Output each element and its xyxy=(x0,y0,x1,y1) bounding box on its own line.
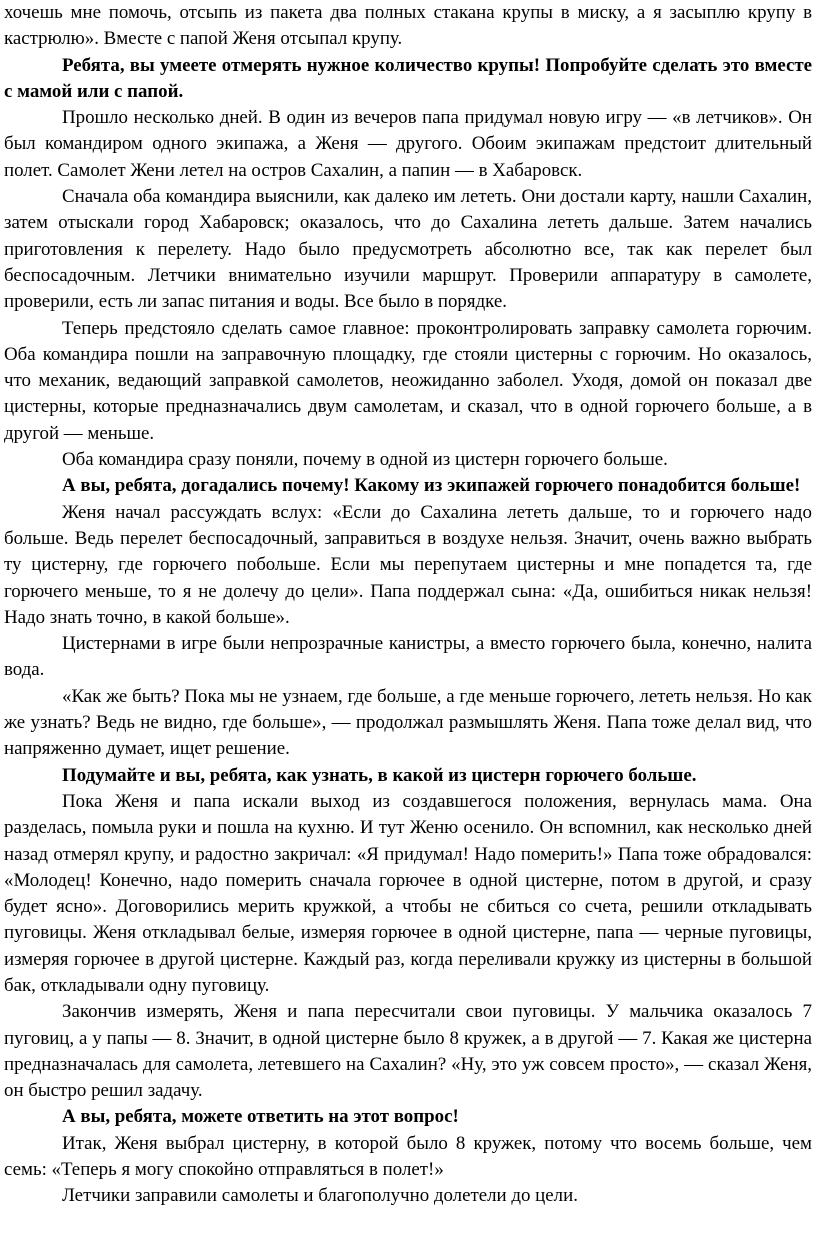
paragraph: Закончив измерять, Женя и папа пересчитали свои пуговицы. У мальчика оказалось 7 пуговиц, а у папы — 8. Значит, в одной цистерне было 8 кружек, а в другой — 7. Какая же цистерна предназначалась для самолета, летевшего на Сахалин? «Ну, это уж совсем просто», — сказал Женя, он быстро решил задачу. xyxy=(4,1001,812,1102)
paragraph: хочешь мне помочь, отсыпь из пакета два полных стакана крупы в миску, а я засыплю крупу в кастрюлю». Вместе с папой Женя отсыпал крупу. xyxy=(4,2,812,50)
paragraph: Сначала оба командира выяснили, как далеко им лететь. Они достали карту, нашли Сахалин, затем отыскали город Хабаровск; оказалось, что до Сахалина лететь дальше. Затем начались приготовления к перелету. Надо было предусмотреть абсолютно все, так как перелет был беспосадочным. Летчики внимательно изучили маршрут. Проверили аппаратуру в самолете, проверили, есть ли запас питания и воды. Все было в порядке. xyxy=(4,186,812,313)
paragraph: Женя начал рассуждать вслух: «Если до Сахалина лететь дальше, то и горючего надо больше. Ведь перелет беспосадочный, заправиться в воздухе нельзя. Значит, очень важно выбрать ту цистерну, где горючего побольше. Если мы перепутаем цистерны и мне попадется та, где горючего меньше, то я не долечу до цели». Папа поддержал сына: «Да, ошибиться никак нельзя! Надо знать точно, в какой больше». xyxy=(4,501,812,628)
paragraph: Цистернами в игре были непрозрачные канистры, а вместо горючего была, конечно, налита вода. xyxy=(4,633,812,681)
paragraph: Пока Женя и папа искали выход из создавшегося положения, вернулась мама. Она разделась, помыла руки и пошла на кухню. И тут Женю осенило. Он вспомнил, как несколько дней назад отмерял крупу, и радостно закричал: «Я придумал! Надо померить!» Папа тоже обрадовался: «Молодец! Конечно, надо померить сначала горючее в одной цистерне, потом в другой, и сразу будет ясно». Договорились мерить кружкой, а чтобы не сбиться со счета, решили откладывать пуговицы. Женя откладывал белые, измеряя горючее в одной цистерне, папа — черные пуговицы, измеряя горючее в другой цистерне. Каждый раз, когда переливали кружку из цистерны в большой бак, откладывали одну пуговицу. xyxy=(4,790,812,996)
task-prompt: Подумайте и вы, ребята, как узнать, в какой из цистерн горючего больше. xyxy=(62,764,697,786)
paragraph: Прошло несколько дней. В один из вечеров папа придумал новую игру — «в летчиков». Он был командиром одного экипажа, а Женя — другого. Обоим экипажам предстоит длительный полет. Самолет Жени летел на остров Сахалин, а папин — в Хабаровск. xyxy=(4,107,812,181)
task-prompt: А вы, ребята, можете ответить на этот вопрос! xyxy=(62,1106,459,1128)
task-prompt: А вы, ребята, догадались почему! Какому из экипажей горючего понадобится больше! xyxy=(62,475,801,497)
paragraph: «Как же быть? Пока мы не узнаем, где больше, а где меньше горючего, лететь нельзя. Но как же узнать? Ведь не видно, где больше», — продолжал размышлять Женя. Папа тоже делал вид, что напряженно думает, ищет решение. xyxy=(4,685,812,760)
paragraph: Теперь предстояло сделать самое главное: проконтролировать заправку самолета горючим. Оба командира пошли на заправочную площадку, где стояли цистерны с горючим. Но оказалось, что механик, ведающий заправкой самолетов, неожиданно заболел. Уходя, домой он показал две цистерны, которые предназначались двум самолетам, и сказал, что в одной горючего больше, а в другой — меньше. xyxy=(4,317,812,444)
task-prompt: Ребята, вы умеете отмерять нужное количество крупы! Попробуйте сделать это вместе с мамой или с папой. xyxy=(4,54,812,102)
paragraph: Летчики заправили самолеты и благополучно долетели до цели. xyxy=(62,1185,578,1207)
paragraph: Оба командира сразу поняли, почему в одной из цистерн горючего больше. xyxy=(62,449,668,471)
paragraph: Итак, Женя выбрал цистерну, в которой было 8 кружек, потому что восемь больше, чем семь: «Теперь я могу спокойно отправляться в полет!» xyxy=(4,1132,812,1181)
